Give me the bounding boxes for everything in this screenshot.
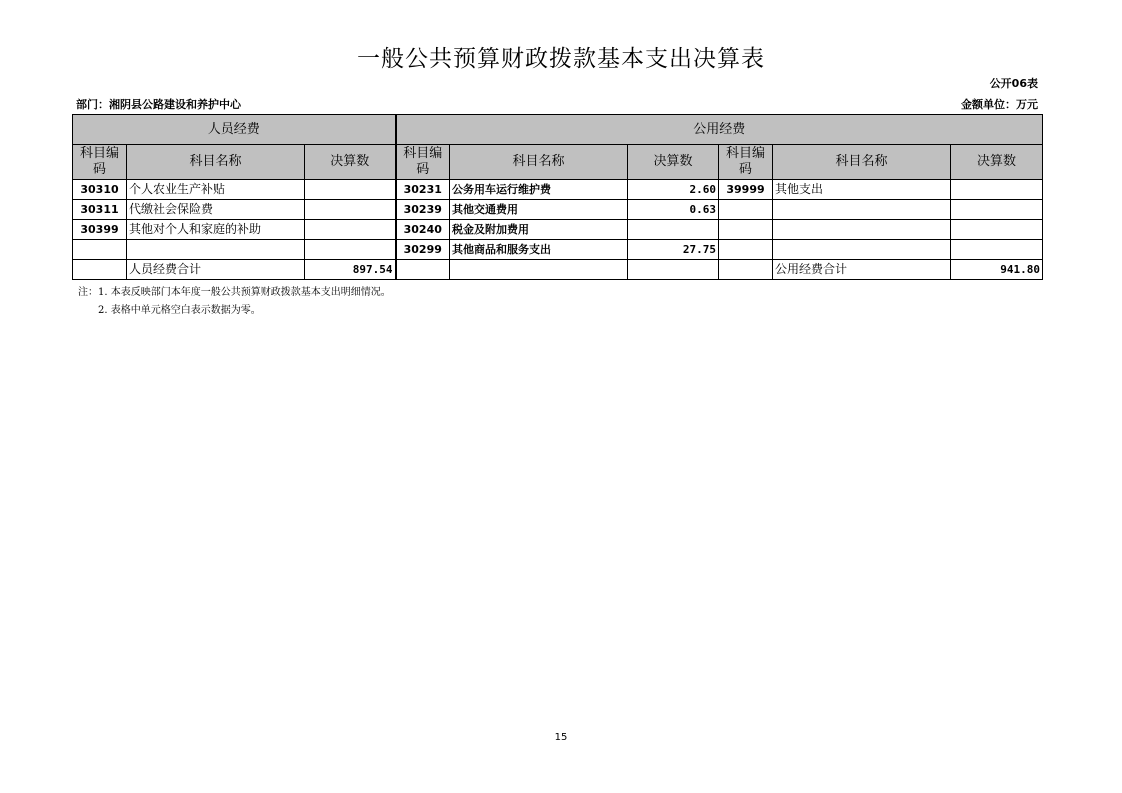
header-name: 科目名称 <box>450 145 628 180</box>
totals-row <box>73 260 1043 280</box>
public-amount <box>628 220 719 240</box>
public-code-2: 39999 <box>719 180 773 200</box>
public-code-2 <box>719 200 773 220</box>
personnel-code: 30310 <box>73 180 127 200</box>
public-code: 30231 <box>396 180 450 200</box>
empty-cell <box>396 260 450 280</box>
public-name: 其他商品和服务支出 <box>450 240 628 260</box>
empty-cell <box>719 260 773 280</box>
empty-cell <box>450 260 628 280</box>
personnel-total-amount: 897.54 <box>305 260 396 280</box>
personnel-amount <box>305 200 396 220</box>
public-code: 30239 <box>396 200 450 220</box>
header-code: 科目编码 <box>719 145 773 180</box>
personnel-amount <box>305 180 396 200</box>
public-name: 税金及附加费用 <box>450 220 628 240</box>
public-amount-2 <box>951 200 1043 220</box>
public-name: 公务用车运行维护费 <box>450 180 628 200</box>
personnel-amount <box>305 240 396 260</box>
personnel-name: 代缴社会保险费 <box>127 200 305 220</box>
public-amount-2 <box>951 180 1043 200</box>
personnel-name <box>127 240 305 260</box>
public-code-2 <box>719 220 773 240</box>
personnel-code: 30311 <box>73 200 127 220</box>
public-code: 30240 <box>396 220 450 240</box>
note-2: 2. 表格中单元格空白表示数据为零。 <box>98 305 261 316</box>
header-name: 科目名称 <box>773 145 951 180</box>
page-title: 一般公共预算财政拨款基本支出决算表 <box>357 46 765 72</box>
public-name-2 <box>773 200 951 220</box>
header-code: 科目编码 <box>396 145 450 180</box>
public-name-2 <box>773 240 951 260</box>
personnel-amount <box>305 220 396 240</box>
header-amount: 决算数 <box>305 145 396 180</box>
table-row <box>73 180 1043 200</box>
table-row <box>73 240 1043 260</box>
public-amount: 2.60 <box>628 180 719 200</box>
form-number: 公开06表 <box>989 77 1038 90</box>
section-header-row <box>73 115 1043 145</box>
personnel-name: 其他对个人和家庭的补助 <box>127 220 305 240</box>
public-amount-2 <box>951 240 1043 260</box>
expenditure-table <box>72 114 1043 280</box>
column-header-row <box>73 145 1043 180</box>
section-personnel: 人员经费 <box>73 115 396 145</box>
header-name: 科目名称 <box>127 145 305 180</box>
public-total-label: 公用经费合计 <box>773 260 951 280</box>
public-code: 30299 <box>396 240 450 260</box>
public-name: 其他交通费用 <box>450 200 628 220</box>
empty-cell <box>628 260 719 280</box>
section-public: 公用经费 <box>396 115 1043 145</box>
personnel-name: 个人农业生产补贴 <box>127 180 305 200</box>
public-amount: 27.75 <box>628 240 719 260</box>
page-number: 15 <box>554 732 568 743</box>
empty-cell <box>73 260 127 280</box>
unit-label: 金额单位：万元 <box>961 98 1038 111</box>
header-amount: 决算数 <box>628 145 719 180</box>
public-total-amount: 941.80 <box>951 260 1043 280</box>
public-code-2 <box>719 240 773 260</box>
notes <box>78 284 391 320</box>
table-row <box>73 220 1043 240</box>
public-amount: 0.63 <box>628 200 719 220</box>
public-amount-2 <box>951 220 1043 240</box>
public-name-2 <box>773 220 951 240</box>
header-amount: 决算数 <box>951 145 1043 180</box>
public-name-2: 其他支出 <box>773 180 951 200</box>
department-label: 部门：湘阴县公路建设和养护中心 <box>76 98 241 111</box>
personnel-total-label: 人员经费合计 <box>127 260 305 280</box>
header-code: 科目编码 <box>73 145 127 180</box>
table-row <box>73 200 1043 220</box>
personnel-code <box>73 240 127 260</box>
personnel-code: 30399 <box>73 220 127 240</box>
note-1: 注：1. 本表反映部门本年度一般公共预算财政拨款基本支出明细情况。 <box>78 287 391 298</box>
